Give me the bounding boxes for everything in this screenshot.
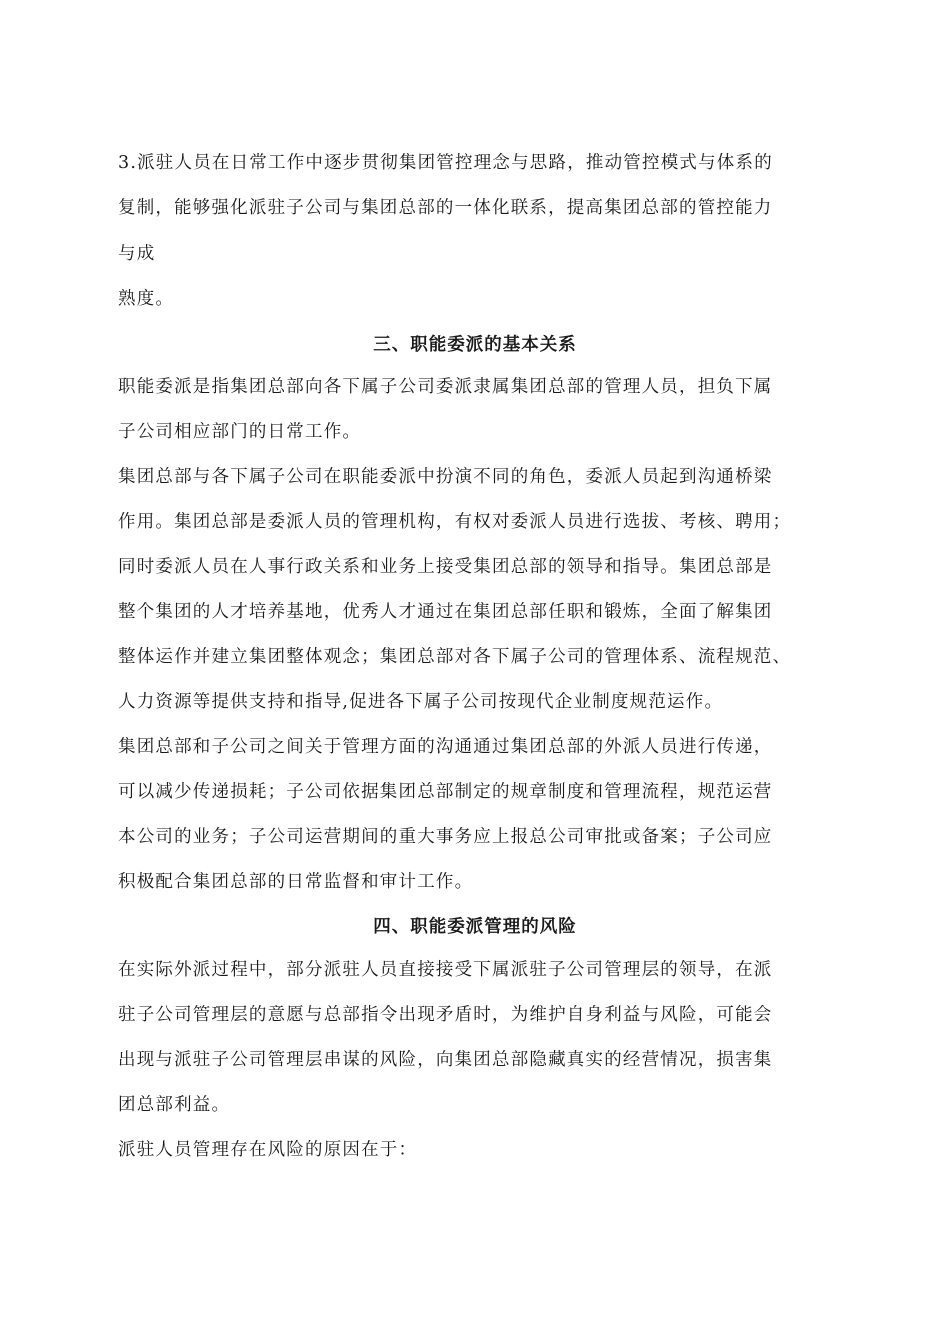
paragraph-line: 复制，能够强化派驻子公司与集团总部的一体化联系，提高集团总部的管控能力	[118, 198, 773, 218]
paragraph-line: 可以减少传递损耗；子公司依据集团总部制定的规章制度和管理流程，规范运营	[118, 782, 773, 802]
paragraph-line: 同时委派人员在人事行政关系和业务上接受集团总部的领导和指导。集团总部是	[118, 557, 773, 577]
paragraph-line: 整体运作并建立集团整体观念；集团总部对各下属子公司的管理体系、流程规范、	[118, 647, 792, 667]
paragraph-line: 职能委派是指集团总部向各下属子公司委派隶属集团总部的管理人员，担负下属	[118, 377, 773, 397]
paragraph-line: 在实际外派过程中，部分派驻人员直接接受下属派驻子公司管理层的领导，在派	[118, 960, 773, 980]
paragraph-line: 整个集团的人才培养基地，优秀人才通过在集团总部任职和锻炼，全面了解集团	[118, 602, 773, 622]
paragraph-line: 派驻人员管理存在风险的原因在于：	[118, 1140, 418, 1160]
section-heading: 四、职能委派管理的风险	[373, 917, 577, 937]
paragraph-line: 积极配合集团总部的日常监督和审计工作。	[118, 872, 474, 892]
paragraph-line: 本公司的业务；子公司运营期间的重大事务应上报总公司审批或备案；子公司应	[118, 827, 773, 847]
paragraph-line: 驻子公司管理层的意愿与总部指令出现矛盾时，为维护自身利益与风险，可能会	[118, 1005, 773, 1025]
paragraph-line: 与成	[118, 244, 156, 264]
section-heading: 三、职能委派的基本关系	[373, 335, 577, 355]
paragraph-line: 集团总部与各下属子公司在职能委派中扮演不同的角色，委派人员起到沟通桥梁	[118, 467, 773, 487]
paragraph-line: 出现与派驻子公司管理层串谋的风险，向集团总部隐藏真实的经营情况，损害集	[118, 1050, 773, 1070]
paragraph-line: 集团总部和子公司之间关于管理方面的沟通通过集团总部的外派人员进行传递，	[118, 737, 773, 757]
paragraph-line: 团总部利益。	[118, 1095, 231, 1115]
paragraph-line: 人力资源等提供支持和指导,促进各下属子公司按现代企业制度规范运作。	[118, 692, 724, 712]
paragraph-line: 熟度。	[118, 289, 175, 309]
paragraph-line: 作用。集团总部是委派人员的管理机构，有权对委派人员进行选拔、考核、聘用；	[118, 512, 792, 532]
paragraph-line: 3.派驻人员在日常工作中逐步贯彻集团管控理念与思路，推动管控模式与体系的	[118, 153, 773, 173]
paragraph-line: 子公司相应部门的日常工作。	[118, 422, 362, 442]
